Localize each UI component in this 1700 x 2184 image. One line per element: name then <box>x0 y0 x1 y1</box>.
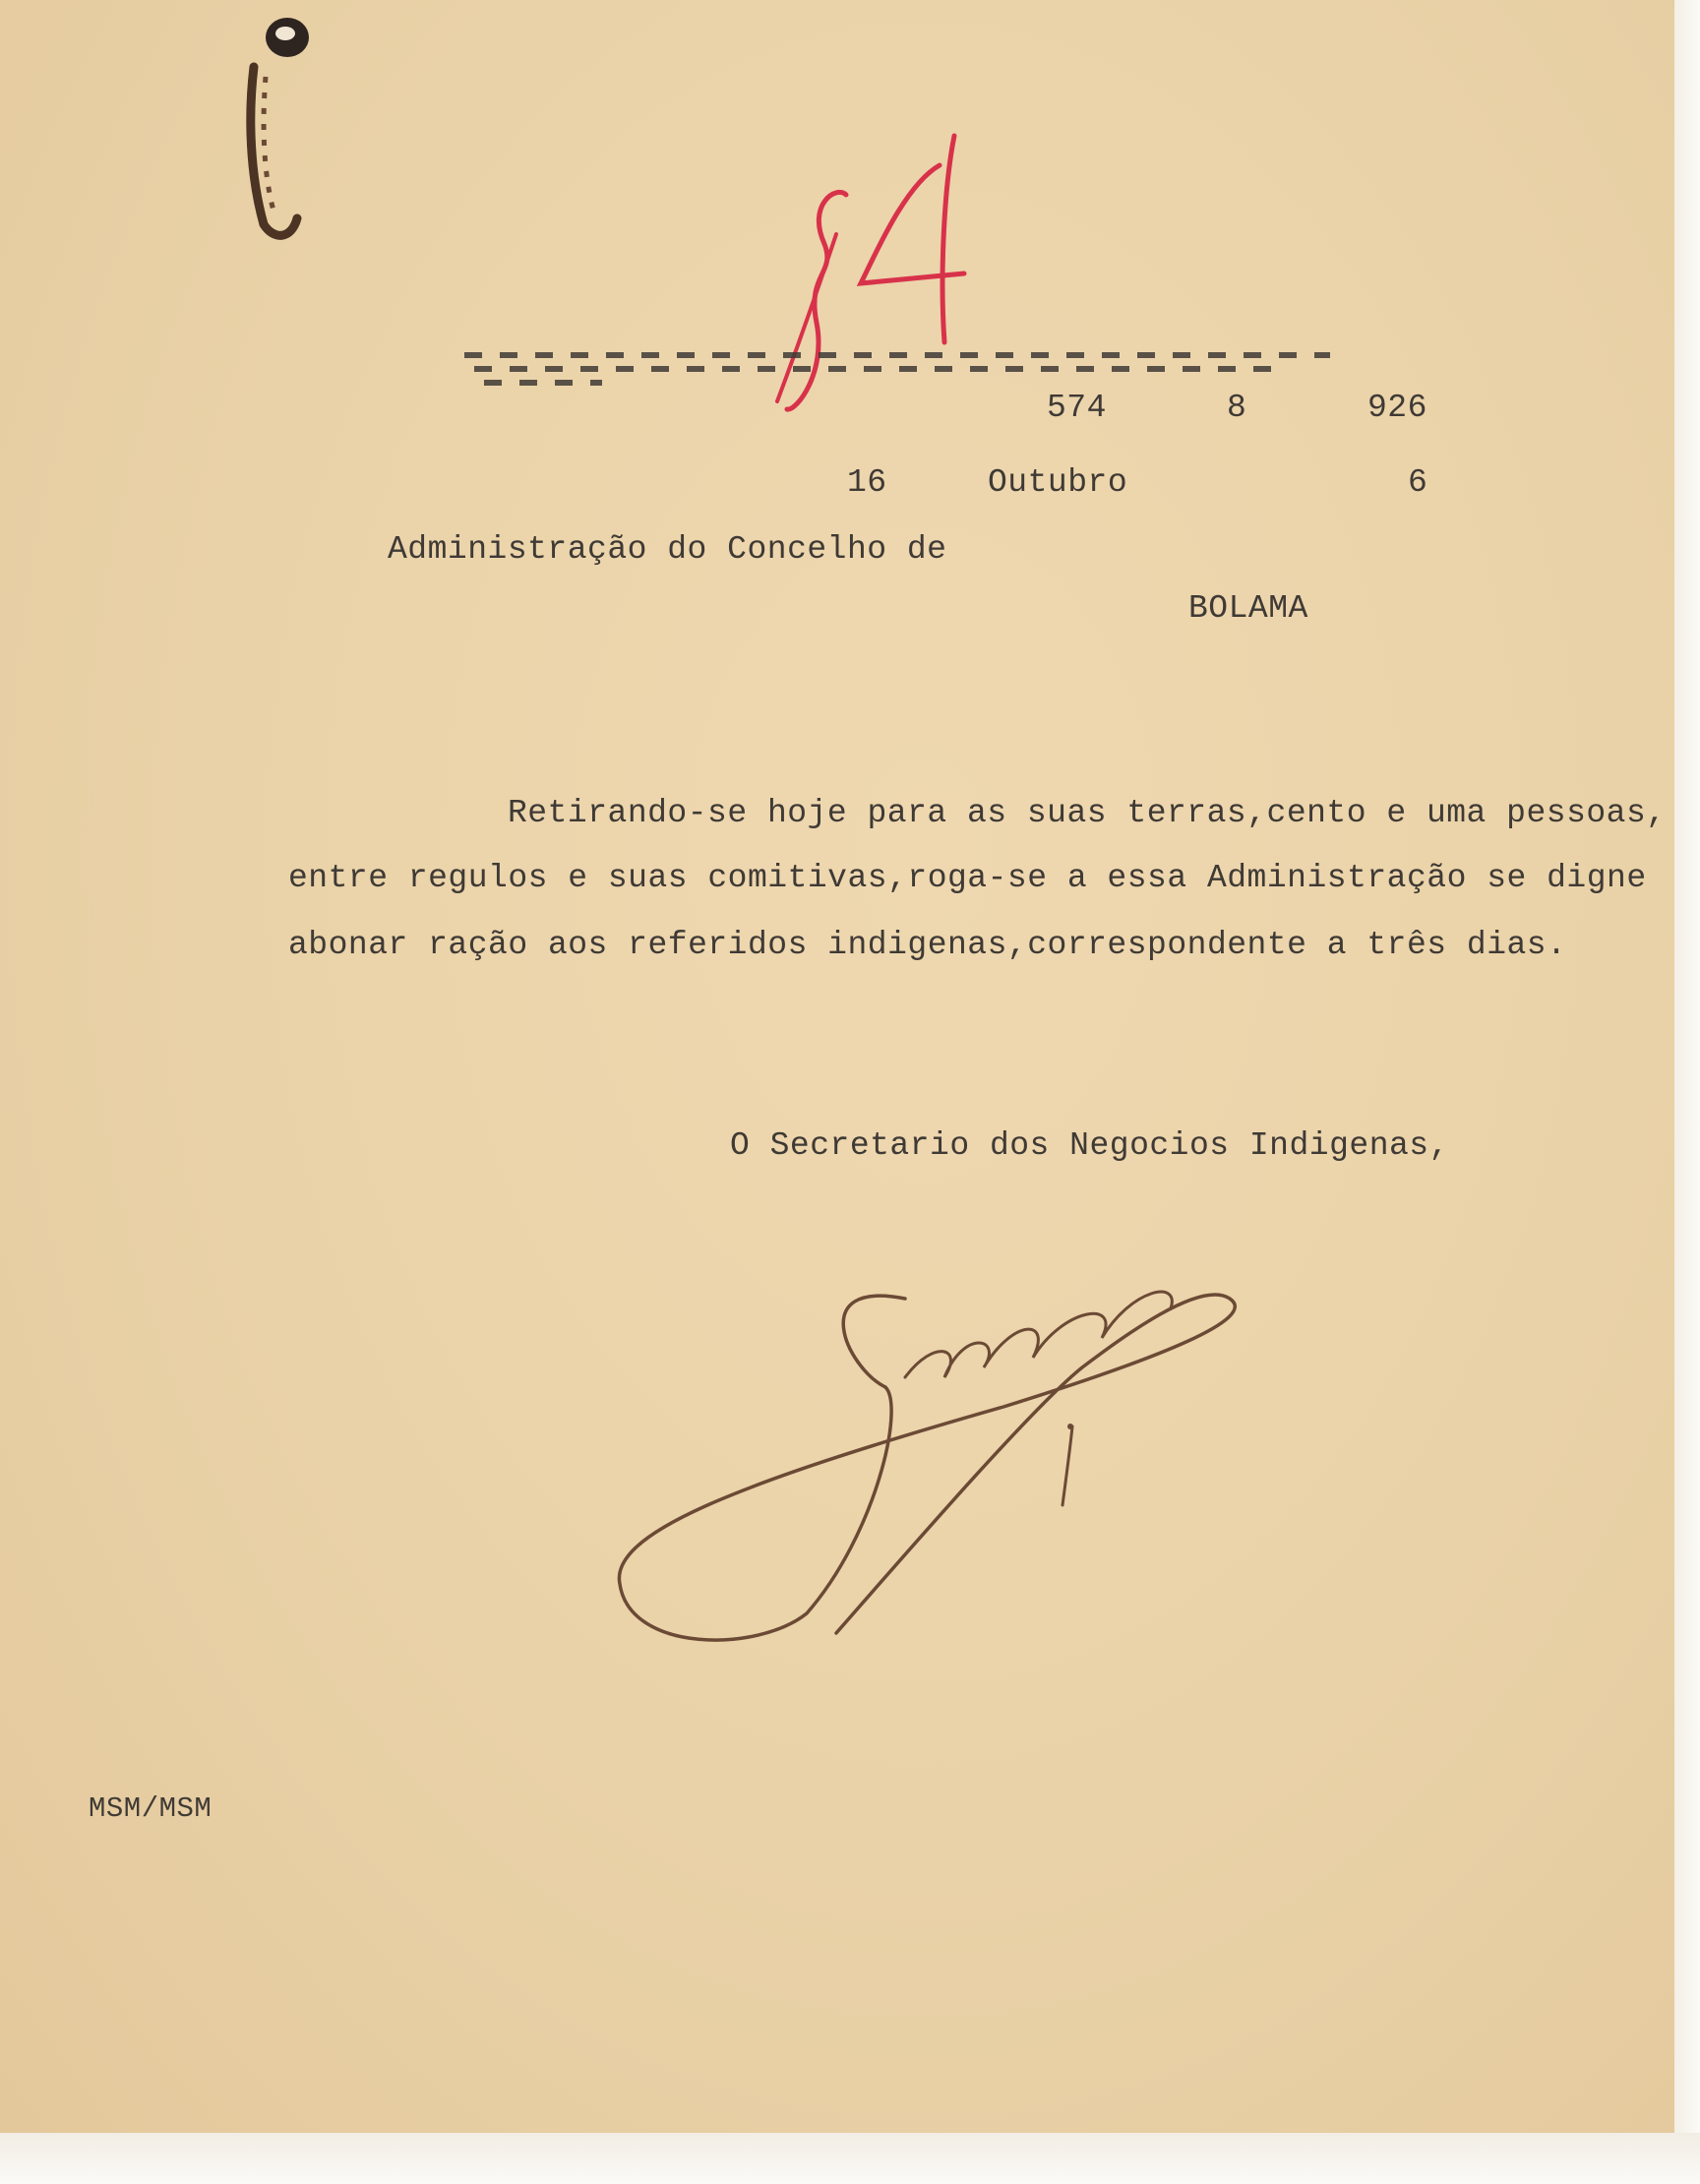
body-line-3: abonar ração aos referidos indigenas,correspondente a três dias. <box>288 927 1567 963</box>
addressee-place: BOLAMA <box>1188 590 1308 627</box>
scan-margin-bottom <box>0 2133 1700 2184</box>
red-folio-mark <box>767 126 1013 421</box>
scan-margin-right <box>1674 0 1700 2184</box>
binding-hole-icon <box>240 8 319 244</box>
closing-title: O Secretario dos Negocios Indigenas, <box>730 1127 1449 1164</box>
reference-year: 926 <box>1367 390 1427 426</box>
date-year-digit: 6 <box>1408 464 1428 501</box>
date-day: 16 <box>847 464 887 501</box>
body-line-2: entre regulos e suas comitivas,roga-se a essa Administração se digne <box>288 860 1647 896</box>
reference-series: 8 <box>1227 390 1247 426</box>
typist-initials: MSM/MSM <box>89 1792 212 1825</box>
folio-text: 54 <box>767 126 769 127</box>
struck-line-1 <box>464 352 1330 358</box>
body-line-1: Retirando-se hoje para as suas terras,cento e uma pessoas, <box>508 795 1667 831</box>
reference-number: 574 <box>1047 390 1107 426</box>
addressee-line: Administração do Concelho de <box>388 531 947 568</box>
date-month: Outubro <box>988 464 1128 501</box>
handwritten-signature <box>610 1259 1279 1653</box>
struck-line-2 <box>474 366 1281 372</box>
struck-line-3 <box>484 380 602 386</box>
